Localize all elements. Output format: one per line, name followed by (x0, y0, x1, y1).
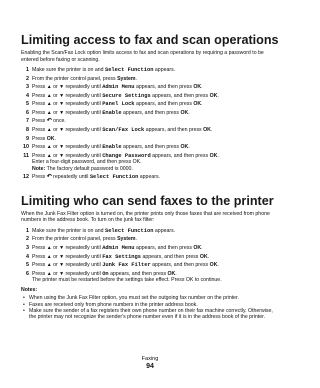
button-name: OK (193, 84, 202, 91)
step-item (21, 92, 280, 101)
menu-value: Enable (102, 144, 122, 151)
button-name: System (117, 75, 136, 82)
step-item (21, 126, 280, 135)
step-number: 3 (26, 245, 29, 252)
down-arrow-icon: ▼ (59, 253, 65, 260)
down-arrow-icon: ▼ (59, 262, 65, 269)
step-item (21, 244, 280, 253)
notes-list (21, 295, 280, 321)
up-arrow-icon: ▲ (46, 84, 52, 91)
button-name: OK (209, 152, 218, 159)
footer-section-label: Faxing (141, 356, 159, 362)
step-text: Press ▲ or ▼ repeatedly until Admin Menu appears, and then press OK. (32, 245, 203, 252)
step-number: 9 (26, 135, 29, 142)
button-name: OK (193, 101, 202, 108)
step-subtext: Enter a four-digit password, and then press OK. (32, 159, 142, 166)
up-arrow-icon: ▲ (46, 144, 52, 151)
step-text: Press ▲ or ▼ repeatedly until Enable appears, and then press OK. (32, 144, 190, 151)
step-number: 1 (26, 67, 29, 74)
button-name: OK (199, 253, 208, 260)
up-arrow-icon: ▲ (46, 262, 52, 269)
step-text: Press ▲ or ▼ repeatedly until Panel Lock appears, and then press OK. (32, 101, 203, 108)
up-arrow-icon: ▲ (46, 101, 52, 108)
down-arrow-icon: ▼ (59, 270, 65, 277)
step-text: From the printer control panel, press System. (32, 75, 137, 82)
page-number: 94 (146, 363, 154, 370)
up-arrow-icon: ▲ (46, 127, 52, 134)
button-name: System (117, 236, 136, 243)
menu-value: Panel Lock (102, 101, 135, 108)
button-name: OK (180, 109, 189, 116)
button-name: OK (167, 270, 176, 277)
step-note (32, 166, 280, 173)
menu-value: Select Function (104, 227, 154, 234)
button-name: OK (193, 245, 202, 252)
step-number: 6 (26, 109, 29, 116)
up-arrow-icon: ▲ (46, 245, 52, 252)
step-text: Press ▲ or ▼ repeatedly until Fax Settings appears, and then press OK. (32, 253, 210, 260)
step-item (21, 66, 280, 75)
step-item (21, 227, 280, 236)
step-number: 10 (23, 144, 29, 151)
back-icon: ↶ (46, 118, 52, 125)
step-number: 2 (26, 75, 29, 82)
step-number: 4 (26, 92, 29, 99)
menu-value: Admin Menu (102, 84, 135, 91)
menu-value: Select Function (89, 174, 139, 181)
step-subtext: The printer must be restarted before the settings take effect. Press OK to continue. (32, 277, 222, 284)
down-arrow-icon: ▼ (59, 152, 65, 159)
down-arrow-icon: ▼ (59, 245, 65, 252)
step-text: From the printer control panel, press System. (32, 236, 137, 243)
step-number: 8 (26, 127, 29, 134)
step-item (21, 100, 280, 109)
step-item (21, 253, 280, 262)
menu-value: Select Function (104, 67, 154, 74)
menu-value: Enable (102, 109, 122, 116)
section-intro-junk-fax: When the Junk Fax Filter option is turned on, the printer prints only those faxes that are received from phone numbers in the address book. To turn on the junk fax filter: (21, 210, 270, 224)
step-text: Press ▲ or ▼ repeatedly until On appears, and then press OK. (32, 270, 177, 277)
step-item (21, 173, 280, 182)
up-arrow-icon: ▲ (46, 253, 52, 260)
up-arrow-icon: ▲ (46, 270, 52, 277)
down-arrow-icon: ▼ (59, 127, 65, 134)
step-number: 12 (23, 174, 29, 181)
steps-list-junk-fax (21, 227, 280, 284)
menu-value: Junk Fax Filter (102, 262, 151, 269)
step-text: Press ▲ or ▼ repeatedly until Scan/Fax Lock appears, and then press OK. (32, 127, 213, 134)
menu-value: Scan/Fax Lock (102, 127, 145, 134)
step-text: Press ▲ or ▼ repeatedly until Junk Fax Filter appears, and then press OK. (32, 262, 219, 269)
menu-value: On (102, 270, 109, 277)
button-name: OK (209, 262, 218, 269)
up-arrow-icon: ▲ (46, 109, 52, 116)
menu-value: Secure Settings (102, 92, 151, 99)
menu-value: Fax Settings (102, 253, 142, 260)
step-text: Press ▲ or ▼ repeatedly until Admin Menu appears, and then press OK. (32, 84, 203, 91)
step-item (21, 109, 280, 118)
step-item (21, 83, 280, 92)
step-text: Press OK. (32, 135, 56, 142)
step-text: Press ↶ once. (32, 118, 66, 125)
down-arrow-icon: ▼ (59, 101, 65, 108)
step-number: 5 (26, 262, 29, 269)
menu-value: Admin Menu (102, 245, 135, 252)
step-text: Press ▲ or ▼ repeatedly until Change Password appears, and then press OK. (32, 152, 219, 159)
up-arrow-icon: ▲ (46, 152, 52, 159)
down-arrow-icon: ▼ (59, 92, 65, 99)
step-item (21, 152, 280, 174)
step-item (21, 143, 280, 152)
step-text: Press ↶ repeatedly until Select Function appears. (32, 174, 160, 181)
step-number: 2 (26, 236, 29, 243)
steps-list-fax-scan-lock (21, 66, 280, 182)
step-item (21, 117, 280, 126)
step-text: Make sure the printer is on and Select Function appears. (32, 227, 176, 234)
section-heading-junk-fax: Limiting who can send faxes to the printer (21, 193, 274, 208)
step-number: 3 (26, 84, 29, 91)
step-number: 5 (26, 101, 29, 108)
step-number: 1 (26, 227, 29, 234)
button-name: OK (180, 144, 189, 151)
note-text: The factory default password is 0000. (45, 166, 133, 173)
button-name: OK (209, 92, 218, 99)
notes-title: Notes: (21, 287, 38, 294)
step-text: Press ▲ or ▼ repeatedly until Secure Settings appears, and then press OK. (32, 92, 219, 99)
section-heading-fax-scan-lock: Limiting access to fax and scan operations (21, 33, 279, 47)
step-item (21, 235, 280, 244)
section-intro-fax-scan-lock: Enabling the Scan/Fax Lock option limits access to fax and scan operations by requiring a password to be entered before faxing or scanning. (21, 50, 264, 63)
down-arrow-icon: ▼ (59, 84, 65, 91)
step-item (21, 270, 280, 285)
button-name: OK (203, 127, 211, 134)
step-text: Make sure the printer is on and Select Function appears. (32, 67, 176, 74)
down-arrow-icon: ▼ (59, 144, 65, 151)
step-text: Press ▲ or ▼ repeatedly until Enable appears, and then press OK. (32, 109, 190, 116)
step-item (21, 75, 280, 84)
step-number: 7 (26, 118, 29, 125)
note-label: Note: (32, 166, 46, 173)
note-item: • Make sure the sender of a fax registers their own phone number on their fax machine correctly. Otherwise, the printer may not recognize the sender's phone number even if it is in the address book of the printer. (21, 308, 280, 321)
step-number: 11 (23, 152, 29, 159)
menu-value: Change Password (102, 152, 151, 159)
step-item (21, 261, 280, 270)
note-item: • When using the Junk Fax Filter option, you must set the outgoing fax number on the printer. (21, 295, 280, 301)
down-arrow-icon: ▼ (59, 109, 65, 116)
up-arrow-icon: ▲ (46, 92, 52, 99)
button-name: OK (46, 135, 55, 142)
note-item: • Faxes are received only from phone numbers in the printer address book. (21, 302, 280, 308)
back-icon: ↶ (46, 174, 52, 181)
step-item (21, 135, 280, 144)
step-number: 4 (26, 253, 29, 260)
step-number: 6 (26, 270, 29, 277)
